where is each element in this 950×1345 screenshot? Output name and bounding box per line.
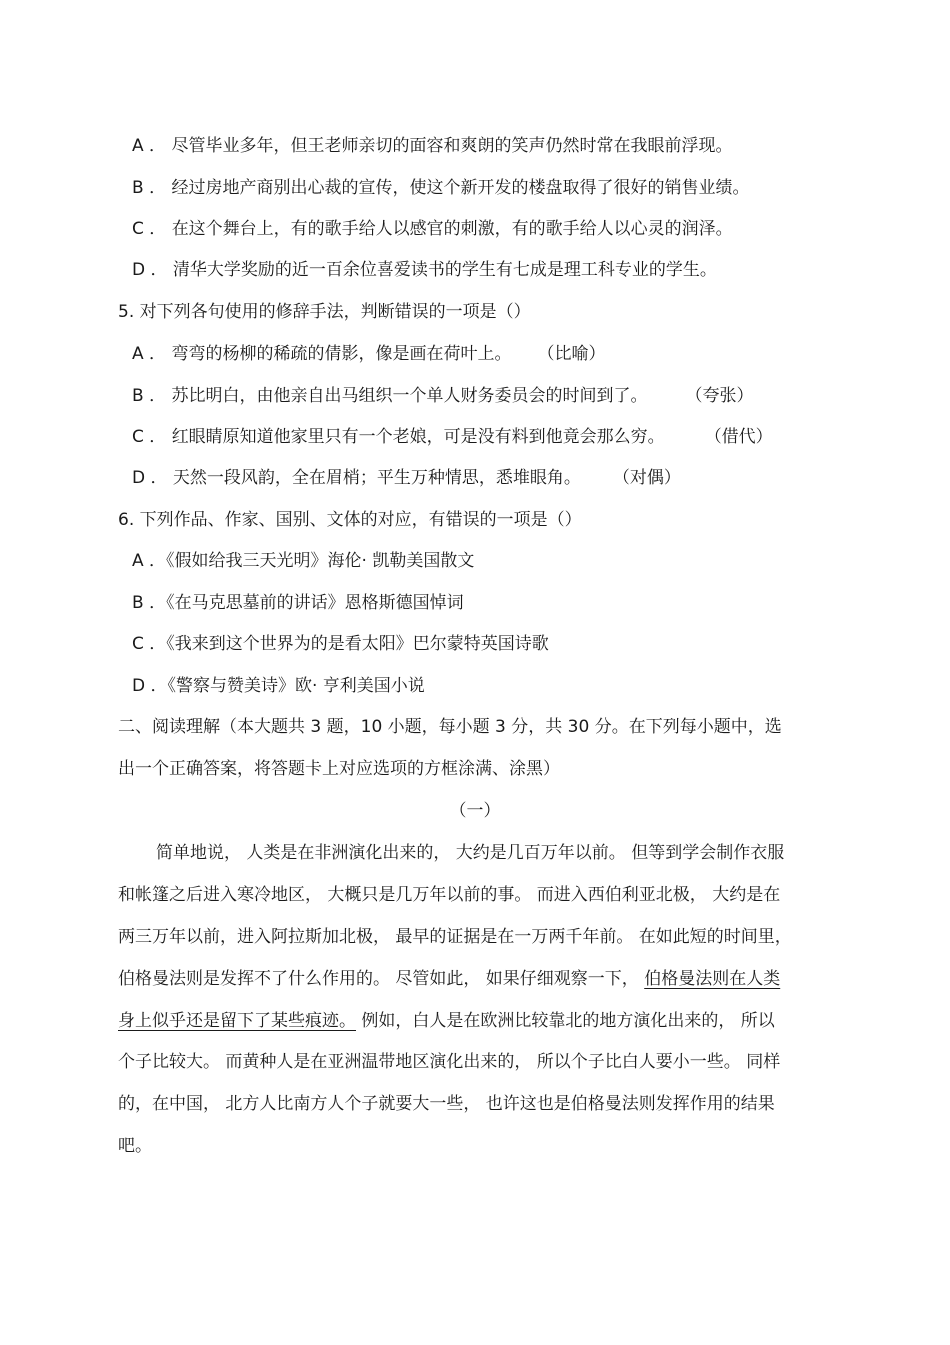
passage-text: 伯格曼法则是发挥不了什么作用的。 尽管如此， 如果仔细观察一下， xyxy=(118,969,645,989)
q5-stem: 5. 对下列各句使用的修辞手法，判断错误的一项是（） xyxy=(118,302,531,322)
passage-line: 简单地说， 人类是在非洲演化出来的， 大约是几百万年以前。 但等到学会制作衣服 xyxy=(156,843,785,863)
passage-line xyxy=(118,967,780,991)
passage-line: 的，在中国， 北方人比南方人个子就要大一些， 也许这也是伯格曼法则发挥作用的结果 xyxy=(118,1094,775,1114)
option-letter: C xyxy=(132,634,144,654)
option-text: 清华大学奖励的近一百余位喜爱读书的学生有七成是理工科专业的学生。 xyxy=(172,260,717,280)
q4-option-c: C ． 在这个舞台上，有的歌手给人以感官的刺激，有的歌手给人以心灵的润泽。 xyxy=(132,219,733,239)
section-heading: 二、阅读理解（本大题共 3 题，10 小题，每小题 3 分，共 30 分。在下列每小题中，选 xyxy=(118,717,782,737)
section-heading-cont: 出一个正确答案，将答题卡上对应选项的方框涂满、涂黑） xyxy=(118,759,560,779)
option-text: 苏比明白，由他亲自出马组织一个单人财务委员会的时间到了。 xyxy=(171,386,648,406)
passage-text: 例如，白人是在欧洲比较靠北的地方演化出来的， 所以 xyxy=(356,1011,775,1031)
option-tag: （夸张） xyxy=(685,386,754,406)
option-letter: D xyxy=(132,676,146,696)
q4-option-d: D ． 清华大学奖励的近一百余位喜爱读书的学生有七成是理工科专业的学生。 xyxy=(132,260,717,280)
q5-option-b: B ． 苏比明白，由他亲自出马组织一个单人财务委员会的时间到了。 （夸张） xyxy=(132,386,754,406)
option-text: 红眼睛原知道他家里只有一个老娘，可是没有料到他竟会那么穷。 xyxy=(171,427,665,447)
q6-option-c: C ．《我来到这个世界为的是看太阳》巴尔蒙特英国诗歌 xyxy=(132,634,549,654)
q4-option-b: B ． 经过房地产商别出心裁的宣传，使这个新开发的楼盘取得了很好的销售业绩。 xyxy=(132,178,750,198)
option-letter: A xyxy=(132,344,144,364)
option-text: 经过房地产商别出心裁的宣传，使这个新开发的楼盘取得了很好的销售业绩。 xyxy=(171,178,750,198)
q5-option-a: A ． 弯弯的杨柳的稀疏的倩影，像是画在荷叶上。 （比喻） xyxy=(132,344,606,364)
option-letter: C xyxy=(132,427,144,447)
option-text: 《在马克思墓前的讲话》恩格斯德国悼词 xyxy=(166,593,464,613)
option-text: 《我来到这个世界为的是看太阳》巴尔蒙特英国诗歌 xyxy=(166,634,549,654)
option-text: 天然一段风韵，全在眉梢；平生万种情思，悉堆眼角。 xyxy=(172,468,581,488)
option-text: 尽管毕业多年，但王老师亲切的面容和爽朗的笑声仍然时常在我眼前浮现。 xyxy=(171,136,733,156)
q6-option-a: A ．《假如给我三天光明》海伦· 凯勒美国散文 xyxy=(132,551,475,571)
option-tag: （对偶） xyxy=(612,468,681,488)
option-letter: A xyxy=(132,551,144,571)
q6-option-d: D ．《警察与赞美诗》欧· 亨利美国小说 xyxy=(132,676,425,696)
q4-option-a: A ． 尽管毕业多年，但王老师亲切的面容和爽朗的笑声仍然时常在我眼前浮现。 xyxy=(132,136,733,156)
option-text: 在这个舞台上，有的歌手给人以感官的刺激，有的歌手给人以心灵的润泽。 xyxy=(171,219,733,239)
q6-option-b: B ．《在马克思墓前的讲话》恩格斯德国悼词 xyxy=(132,593,464,613)
underlined-sentence: 伯格曼法则在人类 xyxy=(644,969,781,989)
option-letter: D xyxy=(132,260,146,280)
option-letter: D xyxy=(132,468,146,488)
passage-line xyxy=(118,1009,775,1033)
option-letter: A xyxy=(132,136,144,156)
option-letter: B xyxy=(132,386,144,406)
underlined-sentence: 身上似乎还是留下了某些痕迹。 xyxy=(118,1011,356,1031)
option-letter: B xyxy=(132,178,144,198)
part-title: （一） xyxy=(449,801,501,821)
passage-line: 和帐篷之后进入寒冷地区， 大概只是几万年以前的事。 而进入西伯利亚北极， 大约是在 xyxy=(118,885,781,905)
option-tag: （借代） xyxy=(704,427,773,447)
q6-stem: 6. 下列作品、作家、国别、文体的对应，有错误的一项是（） xyxy=(118,510,582,530)
option-tag: （比喻） xyxy=(537,344,606,364)
option-letter: B xyxy=(132,593,144,613)
option-text: 弯弯的杨柳的稀疏的倩影，像是画在荷叶上。 xyxy=(171,344,512,364)
option-letter: C xyxy=(132,219,144,239)
passage-line: 个子比较大。 而黄种人是在亚洲温带地区演化出来的， 所以个子比白人要小一些。 同样 xyxy=(118,1052,781,1072)
passage-line: 两三万年以前，进入阿拉斯加北极， 最早的证据是在一万两千年前。 在如此短的时间里， xyxy=(118,927,792,947)
option-text: 《警察与赞美诗》欧· 亨利美国小说 xyxy=(167,676,425,696)
q5-option-d: D ． 天然一段风韵，全在眉梢；平生万种情思，悉堆眼角。 （对偶） xyxy=(132,468,681,488)
option-text: 《假如给我三天光明》海伦· 凯勒美国散文 xyxy=(166,551,475,571)
q5-option-c: C ． 红眼睛原知道他家里只有一个老娘，可是没有料到他竟会那么穷。 （借代） xyxy=(132,427,773,447)
passage-line: 吧。 xyxy=(118,1136,152,1156)
